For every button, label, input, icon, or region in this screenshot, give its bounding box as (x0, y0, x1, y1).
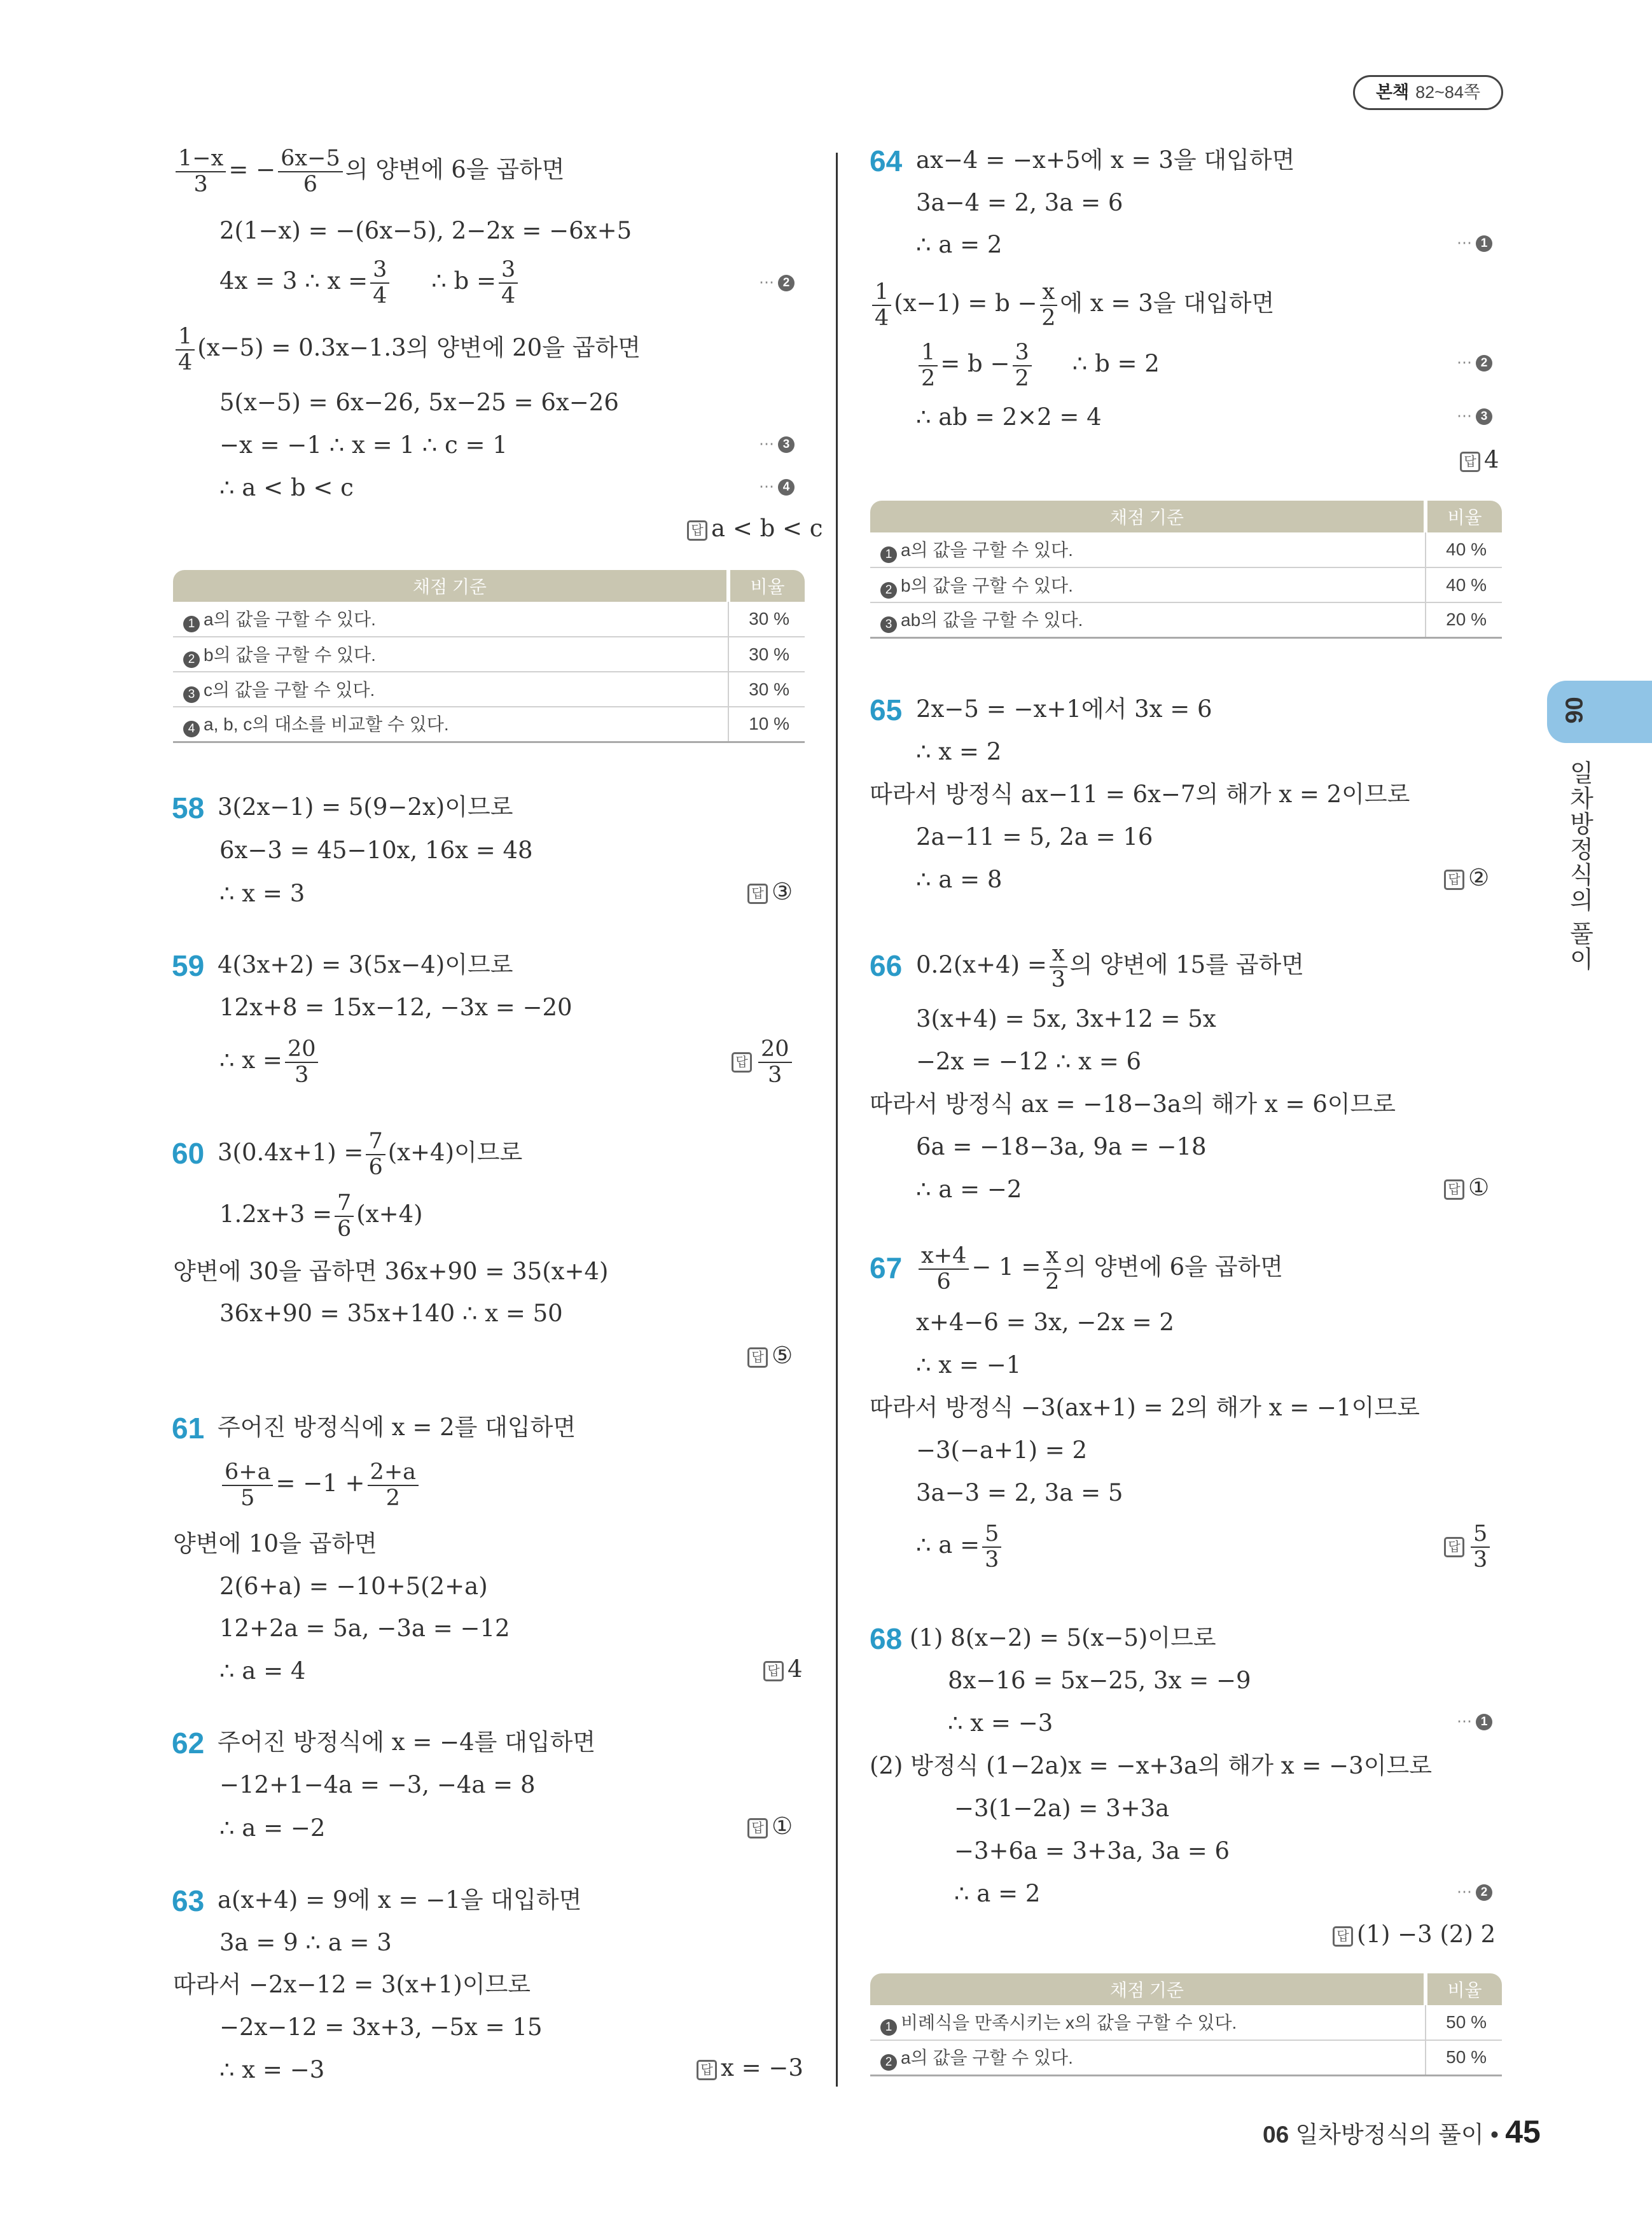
eq-line: ∴ x = −1 (916, 1351, 1022, 1379)
answer-64: 답 4 (1460, 448, 1499, 472)
eq-line: 6x−3 = 45−10x, 16x = 48 (219, 837, 533, 864)
answer-59: 답 $\frac{20}{3}$ (732, 1037, 795, 1087)
eq-line: ∴ a = −2 (219, 1814, 326, 1842)
badge-pages: 82~84쪽 (1415, 83, 1481, 102)
table-row: 2 b의 값을 구할 수 있다. 30 % (173, 637, 805, 672)
eq-line: a(x+4) = 9에 x = −1을 대입하면 (218, 1886, 582, 1914)
problem-number-62: 62 (172, 1727, 205, 1760)
eq-line: 2x−5 = −x+1에서 3x = 6 (916, 695, 1212, 723)
eq-line: ∴ a < b < c (219, 474, 354, 501)
answer-60: 답 ⑤ (747, 1344, 793, 1368)
problem-number-66: 66 (870, 949, 903, 982)
fraction: $\frac{1-x}{3}$ (176, 146, 226, 197)
eq-line: 3(2x−1) = 5(9−2x)이므로 (218, 793, 513, 821)
badge-book-label: 본책 (1375, 83, 1410, 102)
step-marker-2: ⋯ 2 (759, 275, 795, 291)
answer-67: 답 $\frac{5}{3}$ (1444, 1522, 1492, 1572)
footer-separator: • (1490, 2122, 1499, 2148)
answer-65: 답 ② (1444, 866, 1489, 890)
eq-line: 5(x−5) = 6x−26, 5x−25 = 6x−26 (219, 389, 619, 416)
eq-line: −3(1−2a) = 3+3a (954, 1795, 1170, 1822)
step-marker-2: ⋯ 2 (1457, 1884, 1492, 1901)
eq-line: 3(x+4) = 5x, 3x+12 = 5x (916, 1005, 1216, 1032)
eq-line: −2x−12 = 3x+3, −5x = 15 (219, 2013, 543, 2041)
eq-line: ∴ a = $\frac{5}{3}$ (916, 1522, 1004, 1572)
problem-number-64: 64 (870, 144, 903, 177)
eq-line: 36x+90 = 35x+140 ∴ x = 50 (219, 1300, 563, 1327)
eq-line: 2(1−x) = −(6x−5), 2−2x = −6x+5 (219, 217, 632, 244)
eq-line: 8x−16 = 5x−25, 3x = −9 (948, 1667, 1251, 1694)
page-number: 45 (1505, 2114, 1541, 2150)
eq-line: −3+6a = 3+3a, 3a = 6 (954, 1837, 1230, 1865)
eq-line: (2) 방정식 (1−2a)x = −x+3a의 해가 x = −3이므로 (870, 1752, 1432, 1779)
problem-number-60: 60 (172, 1137, 205, 1170)
eq-line: 2a−11 = 5, 2a = 16 (916, 823, 1153, 851)
eq-line: 4(3x+2) = 3(5x−4)이므로 (218, 951, 513, 978)
answer-62: 답 ① (747, 1814, 793, 1838)
eq-line: ∴ a = 8 (916, 866, 1003, 893)
page-footer (1263, 2113, 1541, 2150)
table-row: 4 a, b, c의 대소를 비교할 수 있다. 10 % (173, 707, 805, 742)
scoring-table-64: 채점 기준 비율 1 a의 값을 구할 수 있다. 40 % 2 b의 값을 구할 수 있다. 40 % 3 ab의 값을 구할 수 있다. 20 % (870, 501, 1502, 639)
eq-line: 양변에 30을 곱하면 36x+90 = 35(x+4) (173, 1258, 609, 1285)
table-row: 2 b의 값을 구할 수 있다. 40 % (870, 567, 1502, 602)
answer-68: 답 (1) −3 (2) 2 (1333, 1922, 1496, 1947)
step-marker-3: ⋯ 3 (1457, 408, 1492, 425)
eq-line: $\frac{x+4}{6}$ − 1 = $\frac{x}{2}$ 의 양변에 6을 곱하면 (916, 1244, 1283, 1294)
eq-line: −12+1−4a = −3, −4a = 8 (219, 1771, 536, 1798)
eq-line: 12x+8 = 15x−12, −3x = −20 (219, 994, 573, 1021)
eq-line: 3a = 9 ∴ a = 3 (219, 1929, 392, 1956)
answer-63: 답 x = −3 (697, 2056, 803, 2080)
table-row: 3 c의 값을 구할 수 있다. 30 % (173, 672, 805, 707)
eq-line: −2x = −12 ∴ x = 6 (916, 1048, 1142, 1075)
eq-line: 주어진 방정식에 x = −4를 대입하면 (218, 1728, 596, 1756)
step-marker-4: ⋯ 4 (759, 479, 795, 496)
eq-line: 따라서 방정식 ax = −18−3a의 해가 x = 6이므로 (870, 1090, 1396, 1118)
footer-title: 일차방정식의 풀이 (1295, 2122, 1484, 2148)
eq-line: 3a−3 = 2, 3a = 5 (916, 1479, 1123, 1506)
table-row: 1 a의 값을 구할 수 있다. 40 % (870, 532, 1502, 567)
eq-line: x+4−6 = 3x, −2x = 2 (916, 1309, 1174, 1336)
eq-line: 3(0.4x+1) = $\frac{7}{6}$ (x+4)이므로 (218, 1129, 523, 1180)
eq-line: ∴ a = 4 (219, 1657, 306, 1685)
table-row: 3 ab의 값을 구할 수 있다. 20 % (870, 602, 1502, 637)
eq-line: 양변에 10을 곱하면 (173, 1530, 377, 1557)
eq-line: 따라서 방정식 −3(ax+1) = 2의 해가 x = −1이므로 (870, 1394, 1420, 1421)
problem-number-59: 59 (172, 949, 205, 982)
eq-line: $\frac{1}{4}$ (x−1) = b − $\frac{x}{2}$ 에 x = 3을 대입하면 (870, 280, 1274, 330)
footer-chapter: 06 (1263, 2122, 1289, 2148)
column-divider (836, 153, 838, 2087)
answer-66: 답 ① (1444, 1176, 1489, 1200)
eq-line: 3a−4 = 2, 3a = 6 (916, 189, 1123, 216)
problem-number-61: 61 (172, 1412, 205, 1445)
chapter-number: 06 (1560, 697, 1587, 724)
eq-line: ax−4 = −x+5에 x = 3을 대입하면 (916, 146, 1295, 174)
answer-57: 답 a < b < c (687, 517, 823, 541)
chapter-tab[interactable] (1547, 681, 1652, 743)
page-range-badge (1353, 75, 1503, 110)
eq-line: ∴ x = −3 (219, 2056, 325, 2083)
eq-line: $\frac{1}{4}$ (x−5) = 0.3x−1.3의 양변에 20을 곱하면 (173, 324, 641, 375)
eq-line-1: $\frac{1-x}{3}$ = − $\frac{6x-5}{6}$ 의 양변에 6을 곱하면 (173, 146, 564, 197)
step-marker-3: ⋯ 3 (759, 436, 795, 453)
problem-number-65: 65 (870, 693, 903, 726)
fraction: $\frac{6x-5}{6}$ (278, 146, 343, 197)
eq-line: 0.2(x+4) = $\frac{x}{3}$ 의 양변에 15를 곱하면 (916, 941, 1304, 992)
eq-line: 6a = −18−3a, 9a = −18 (916, 1133, 1207, 1160)
eq-line: ∴ a = 2 (954, 1880, 1041, 1907)
table-row: 2 a의 값을 구할 수 있다. 50 % (870, 2040, 1502, 2075)
chapter-side-title: 일차방정식의 풀이 (1565, 760, 1592, 972)
eq-line: $\frac{1}{2}$ = b − $\frac{3}{2}$ ∴ b = 2 (916, 340, 1160, 391)
eq-line: 4x = 3 ∴ x = $\frac{3}{4}$ ∴ b = $\frac{3}{4}$ (219, 258, 520, 308)
eq-line: ∴ ab = 2×2 = 4 (916, 403, 1102, 431)
eq-line: (1) 8(x−2) = 5(x−5)이므로 (910, 1624, 1216, 1651)
table-row: 1 비례식을 만족시키는 x의 값을 구할 수 있다. 50 % (870, 2005, 1502, 2040)
answer-61: 답 4 (763, 1657, 803, 1681)
eq-line: 12+2a = 5a, −3a = −12 (219, 1615, 510, 1642)
eq-line: ∴ a = −2 (916, 1176, 1022, 1203)
table-row: 1 a의 값을 구할 수 있다. 30 % (173, 602, 805, 637)
eq-line: 1.2x+3 = $\frac{7}{6}$ (x+4) (219, 1190, 423, 1242)
problem-number-63: 63 (172, 1884, 205, 1917)
step-marker-2: ⋯ 2 (1457, 355, 1492, 372)
eq-line: 따라서 −2x−12 = 3(x+1)이므로 (173, 1971, 531, 1998)
eq-line: ∴ x = 3 (219, 880, 305, 907)
eq-line: 따라서 방정식 ax−11 = 6x−7의 해가 x = 2이므로 (870, 781, 1410, 808)
eq-line: ∴ x = −3 (948, 1709, 1053, 1737)
eq-line: $\frac{6+a}{5}$ = −1 + $\frac{2+a}{2}$ (219, 1460, 421, 1510)
problem-number-58: 58 (172, 791, 205, 824)
eq-line: ∴ x = $\frac{20}{3}$ (219, 1037, 321, 1087)
eq-line: ∴ x = 2 (916, 738, 1002, 765)
answer-58: 답 ③ (747, 880, 793, 904)
step-marker-1: ⋯ 1 (1457, 1714, 1492, 1730)
problem-number-67: 67 (870, 1251, 903, 1284)
eq-line: 2(6+a) = −10+5(2+a) (219, 1573, 488, 1600)
problem-number-68: 68 (870, 1622, 903, 1655)
step-marker-1: ⋯ 1 (1457, 235, 1492, 252)
eq-line: 주어진 방정식에 x = 2를 대입하면 (218, 1414, 576, 1441)
eq-line: −3(−a+1) = 2 (916, 1436, 1088, 1464)
scoring-table-68: 채점 기준 비율 1 비례식을 만족시키는 x의 값을 구할 수 있다. 50 % 2 a의 값을 구할 수 있다. 50 % (870, 1973, 1502, 2076)
eq-line: ∴ a = 2 (916, 231, 1003, 258)
scoring-table-57: 채점 기준 비율 1 a의 값을 구할 수 있다. 30 % 2 b의 값을 구할 수 있다. 30 % 3 c의 값을 구할 수 있다. 30 % 4 a, b, c의 대소를 비교할 수 있다. 10 % (173, 570, 805, 743)
eq-line: −x = −1 ∴ x = 1 ∴ c = 1 (219, 431, 508, 459)
